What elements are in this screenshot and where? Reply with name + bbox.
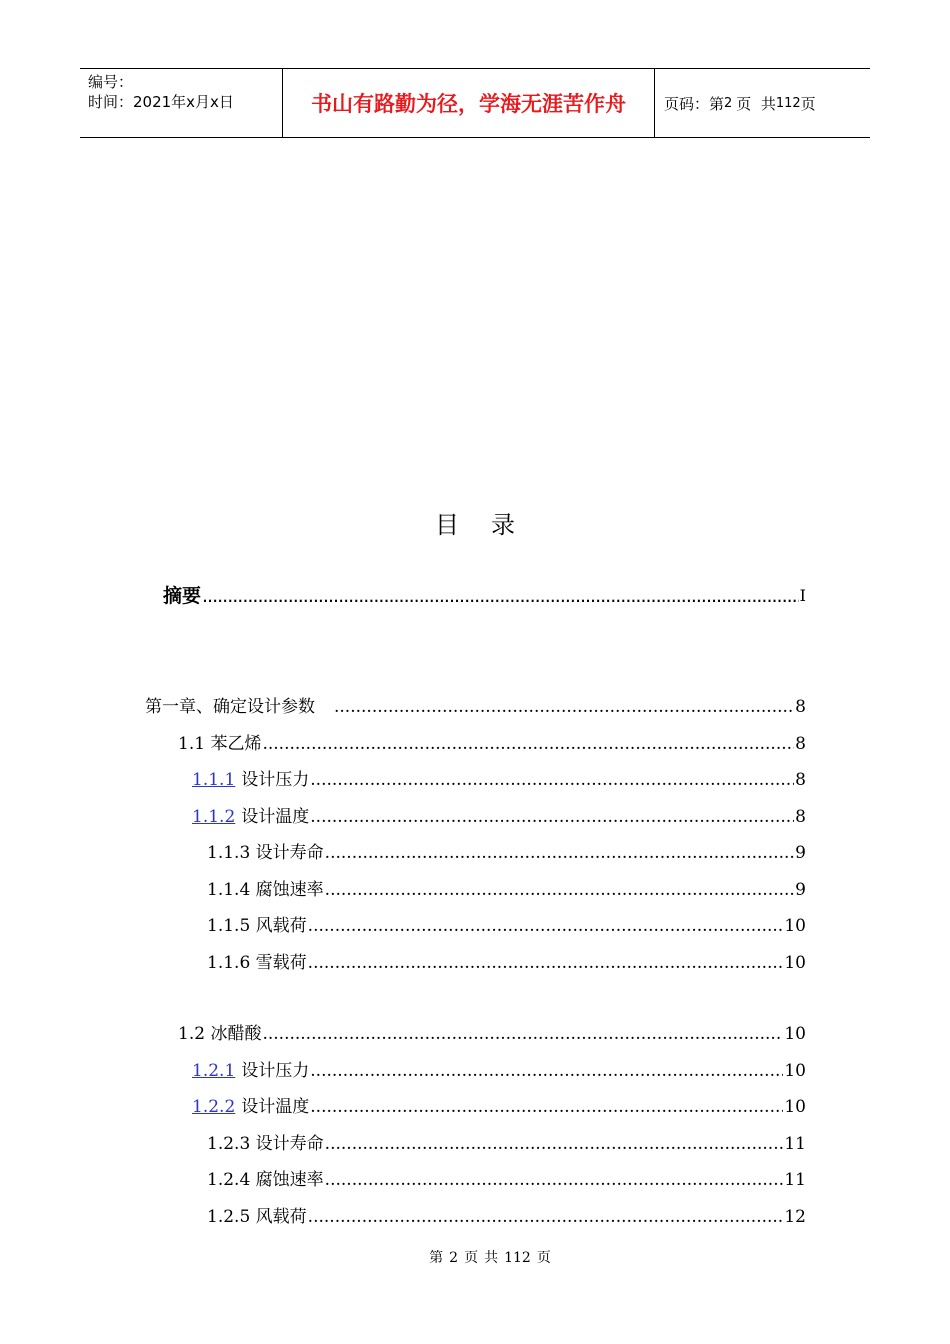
toc-entry-page: 8 [795,734,806,754]
toc-entry-text: 1.2 冰醋酸 [178,1024,262,1044]
toc-entry-number-link[interactable]: 1.1.1 [192,770,236,790]
page-total: 112 [775,95,801,111]
toc-entry-text: 1.2.3 设计寿命 [207,1134,324,1154]
toc-leader-dots [308,952,784,974]
toc-entry[interactable] [0,840,806,864]
toc-entry-page: 8 [795,807,806,827]
toc-entry-number-link[interactable]: 1.2.1 [192,1061,236,1081]
toc-leader-dots [310,1060,783,1082]
toc-entry-label [207,879,324,901]
toc-entry-label [192,806,309,828]
motto-text: 书山有路勤为径，学海无涯苦作舟 [311,92,626,116]
toc-entry[interactable] [0,1094,806,1118]
toc-leader-dots [308,1206,784,1228]
toc-entry-text: 第一章、确定设计参数 [145,697,315,717]
toc-entry-label [192,1060,309,1082]
toc-entry-label [207,915,307,937]
toc-entry-text: 设计温度 [241,807,310,827]
toc-abstract[interactable] [0,583,806,607]
page-footer [0,1247,950,1267]
footer-current: 2 [449,1250,459,1266]
toc-entry[interactable] [0,877,806,901]
toc-entry-page: 10 [784,1024,806,1044]
toc-title: 目录 [435,511,547,539]
header-meta [80,69,282,137]
footer-total: 112 [504,1250,531,1266]
toc-entry[interactable] [0,804,806,828]
toc-entry[interactable] [0,694,806,718]
footer-prefix: 第 [429,1250,444,1266]
toc-entry-page: 12 [784,1207,806,1227]
toc-abstract-label: 摘要 [163,585,202,607]
number-label: 编号： [88,73,134,91]
toc-entry-page: 9 [795,843,806,863]
page-mid: 页 共 [736,94,776,113]
toc-entry-page: 8 [795,697,806,717]
toc-entry-page: 10 [784,953,806,973]
toc-leader-dots [308,915,784,937]
toc-entry[interactable] [0,950,806,974]
toc-entry-page: 10 [784,916,806,936]
time-label: 时间：2021年x月x日 [88,93,234,111]
toc-entry-text: 1.1 苯乙烯 [178,734,262,754]
toc-entry-label [145,696,333,718]
header-page-info [655,69,870,137]
toc-entry-text: 设计压力 [241,1061,310,1081]
toc-leader-dots [310,1096,783,1118]
toc-leader-dots [202,585,799,607]
toc-leader-dots [334,696,794,718]
toc-entry-text: 1.1.4 腐蚀速率 [207,880,324,900]
toc-entry-number-link[interactable]: 1.2.2 [192,1097,236,1117]
toc-entry-label [178,1023,261,1045]
toc-leader-dots [310,769,794,791]
toc-leader-dots [325,1133,784,1155]
page-prefix: 页码：第 [664,94,725,113]
toc-entry-label [207,1206,307,1228]
toc-entry-label [207,952,307,974]
page-suffix: 页 [800,94,816,113]
toc-entry[interactable] [0,731,806,755]
page-current: 2 [724,95,733,111]
toc-entry[interactable] [0,1167,806,1191]
toc-leader-dots [325,1169,784,1191]
toc-entry-text: 1.1.5 风载荷 [207,916,307,936]
toc-leader-dots [262,733,794,755]
footer-mid2: 共 [484,1250,499,1266]
toc-entry-label [207,1133,324,1155]
toc-entry-text: 设计温度 [241,1097,310,1117]
toc-entry-label [207,842,324,864]
toc-entry[interactable] [0,767,806,791]
footer-suffix: 页 [536,1250,551,1266]
toc-entry[interactable] [0,1058,806,1082]
toc-leader-dots [325,842,795,864]
toc-entry-label [178,733,261,755]
toc-leader-dots [310,806,794,828]
toc-entry-page: 11 [784,1134,806,1154]
toc-entry-text: 设计压力 [241,770,310,790]
toc-leader-dots [262,1023,783,1045]
toc-entry-page: 10 [784,1061,806,1081]
toc-entry[interactable] [0,1021,806,1045]
header-motto [282,69,655,137]
toc-entry-text: 1.1.3 设计寿命 [207,843,324,863]
toc-entry[interactable] [0,1131,806,1155]
toc-abstract-page: I [799,586,806,605]
toc-entry[interactable] [0,1204,806,1228]
toc-entry-label [192,1096,309,1118]
toc-entry-page: 9 [795,880,806,900]
page-header [80,68,870,138]
toc-entry[interactable] [0,913,806,937]
toc-entry-page: 11 [784,1170,806,1190]
toc-entry-text: 1.1.6 雪载荷 [207,953,307,973]
toc-entry-label [192,769,309,791]
toc-entry-label [207,1169,324,1191]
footer-mid1: 页 [464,1250,479,1266]
toc-entry-page: 8 [795,770,806,790]
toc-entry-text: 1.2.5 风载荷 [207,1207,307,1227]
toc-leader-dots [325,879,795,901]
toc-entry-page: 10 [784,1097,806,1117]
toc-entry-number-link[interactable]: 1.1.2 [192,807,236,827]
toc-entry-text: 1.2.4 腐蚀速率 [207,1170,324,1190]
